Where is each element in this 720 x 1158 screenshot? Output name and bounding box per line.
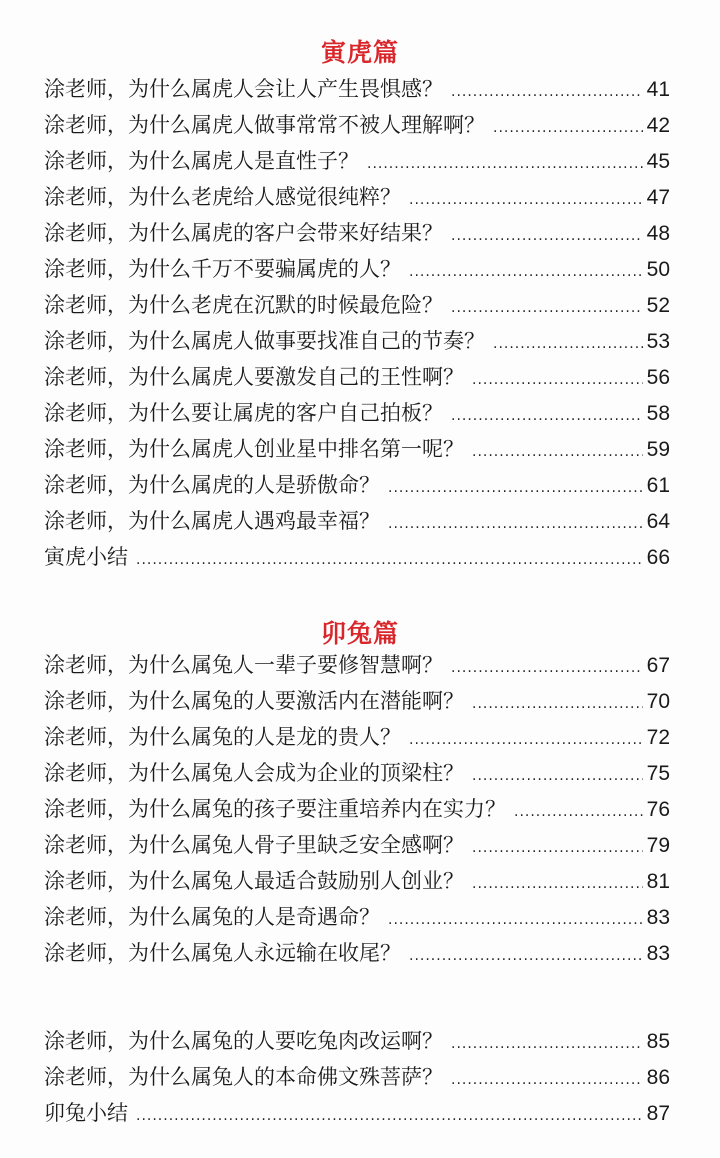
toc-entry[interactable] <box>44 107 670 143</box>
entry-title: 涂老师，为什么属兔人永远输在收尾？ <box>44 941 401 965</box>
entry-title: 涂老师，为什么属兔人最适合鼓励别人创业？ <box>44 869 464 893</box>
entry-title: 涂老师，为什么属兔人一辈子要修智慧啊？ <box>44 653 443 677</box>
toc-entry[interactable] <box>44 899 670 935</box>
entry-title: 涂老师，为什么老虎给人感觉很纯粹？ <box>44 185 401 209</box>
entry-title: 涂老师，为什么属虎人创业星中排名第一呢？ <box>44 437 464 461</box>
toc-entry[interactable] <box>44 143 670 179</box>
dot-leader <box>472 686 643 722</box>
entry-page-number: 87 <box>646 1102 670 1125</box>
entry-title: 涂老师，为什么属虎人会让人产生畏惧感？ <box>44 77 443 101</box>
toc-entry[interactable] <box>44 467 670 503</box>
dot-leader <box>493 326 643 362</box>
entry-page-number: 59 <box>646 438 670 461</box>
toc-entry[interactable] <box>44 179 670 215</box>
entry-page-number: 48 <box>646 222 670 245</box>
entry-page-number: 58 <box>646 402 670 425</box>
dot-leader <box>514 794 643 830</box>
toc-entry[interactable] <box>44 287 670 323</box>
entry-title: 涂老师，为什么要让属虎的客户自己拍板？ <box>44 401 443 425</box>
toc-entry[interactable] <box>44 827 670 863</box>
toc-entry[interactable] <box>44 539 670 575</box>
toc-entry[interactable] <box>44 395 670 431</box>
dot-leader <box>451 74 643 110</box>
dot-leader <box>136 1098 643 1134</box>
dot-leader <box>451 1062 643 1098</box>
entry-title: 涂老师，为什么属兔人骨子里缺乏安全感啊？ <box>44 833 464 857</box>
entry-page-number: 56 <box>646 366 670 389</box>
dot-leader <box>388 506 643 542</box>
entry-page-number: 52 <box>646 294 670 317</box>
entry-title: 涂老师，为什么属兔的人要激活内在潜能啊？ <box>44 689 464 713</box>
entry-title: 涂老师，为什么属兔的人要吃兔肉改运啊？ <box>44 1029 443 1053</box>
entry-page-number: 50 <box>646 258 670 281</box>
entry-page-number: 53 <box>646 330 670 353</box>
dot-leader <box>388 902 643 938</box>
toc-entry[interactable] <box>44 1059 670 1095</box>
dot-leader <box>409 722 643 758</box>
toc-entry[interactable] <box>44 683 670 719</box>
entry-page-number: 83 <box>646 942 670 965</box>
toc-entry[interactable] <box>44 1023 670 1059</box>
dot-leader <box>493 110 643 146</box>
toc-entry[interactable] <box>44 323 670 359</box>
entry-page-number: 86 <box>646 1066 670 1089</box>
toc-entry[interactable] <box>44 755 670 791</box>
toc-list-yinhu <box>44 71 670 575</box>
toc-entry[interactable] <box>44 251 670 287</box>
dot-leader <box>472 830 643 866</box>
entry-title: 涂老师，为什么属兔的人是奇遇命？ <box>44 905 380 929</box>
dot-leader <box>472 362 643 398</box>
toc-entry[interactable] <box>44 359 670 395</box>
entry-title: 涂老师，为什么属虎的客户会带来好结果？ <box>44 221 443 245</box>
dot-leader <box>388 470 643 506</box>
entry-page-number: 45 <box>646 150 670 173</box>
toc-list-maotu-continued <box>44 1023 670 1131</box>
dot-leader <box>409 182 643 218</box>
entry-page-number: 61 <box>646 474 670 497</box>
dot-leader <box>472 866 643 902</box>
section-title-yinhu: 寅虎篇 <box>320 38 399 67</box>
entry-page-number: 70 <box>646 690 670 713</box>
dot-leader <box>451 290 643 326</box>
entry-title: 涂老师，为什么属兔的人是龙的贵人？ <box>44 725 401 749</box>
dot-leader <box>472 434 643 470</box>
entry-title: 涂老师，为什么属虎人做事常常不被人理解啊？ <box>44 113 485 137</box>
toc-entry[interactable] <box>44 431 670 467</box>
dot-leader <box>136 542 643 578</box>
entry-page-number: 41 <box>646 78 670 101</box>
toc-entry[interactable] <box>44 215 670 251</box>
dot-leader <box>451 218 643 254</box>
dot-leader <box>367 146 643 182</box>
toc-list-maotu <box>44 647 670 971</box>
toc-entry[interactable] <box>44 647 670 683</box>
dot-leader <box>451 650 643 686</box>
entry-page-number: 72 <box>646 726 670 749</box>
entry-page-number: 66 <box>646 546 670 569</box>
entry-title: 涂老师，为什么属兔的孩子要注重培养内在实力？ <box>44 797 506 821</box>
entry-title: 涂老师，为什么属虎人遇鸡最幸福？ <box>44 509 380 533</box>
toc-entry[interactable] <box>44 791 670 827</box>
dot-leader <box>451 1026 643 1062</box>
dot-leader <box>409 254 643 290</box>
entry-title: 涂老师，为什么属虎人要激发自己的王性啊？ <box>44 365 464 389</box>
toc-entry[interactable] <box>44 503 670 539</box>
entry-page-number: 64 <box>646 510 670 533</box>
entry-page-number: 75 <box>646 762 670 785</box>
section-title-maotu: 卯兔篇 <box>320 619 399 648</box>
entry-page-number: 67 <box>646 654 670 677</box>
dot-leader <box>451 398 643 434</box>
entry-page-number: 81 <box>646 870 670 893</box>
entry-title: 涂老师，为什么属虎人做事要找准自己的节奏？ <box>44 329 485 353</box>
entry-page-number: 83 <box>646 906 670 929</box>
entry-title: 涂老师，为什么千万不要骗属虎的人？ <box>44 257 401 281</box>
entry-title: 涂老师，为什么属兔人的本命佛文殊菩萨？ <box>44 1065 443 1089</box>
entry-title: 涂老师，为什么属虎的人是骄傲命？ <box>44 473 380 497</box>
entry-page-number: 85 <box>646 1030 670 1053</box>
entry-title: 寅虎小结 <box>44 545 128 569</box>
entry-page-number: 42 <box>646 114 670 137</box>
entry-page-number: 76 <box>646 798 670 821</box>
toc-entry[interactable] <box>44 71 670 107</box>
dot-leader <box>409 938 643 974</box>
entry-title: 涂老师，为什么属兔人会成为企业的顶梁柱？ <box>44 761 464 785</box>
entry-page-number: 79 <box>646 834 670 857</box>
entry-title: 涂老师，为什么属虎人是直性子？ <box>44 149 359 173</box>
toc-entry[interactable] <box>44 1095 670 1131</box>
toc-entry[interactable] <box>44 863 670 899</box>
toc-entry[interactable] <box>44 935 670 971</box>
entry-page-number: 47 <box>646 186 670 209</box>
toc-entry[interactable] <box>44 719 670 755</box>
entry-title: 涂老师，为什么老虎在沉默的时候最危险？ <box>44 293 443 317</box>
entry-title: 卯兔小结 <box>44 1101 128 1125</box>
dot-leader <box>472 758 643 794</box>
